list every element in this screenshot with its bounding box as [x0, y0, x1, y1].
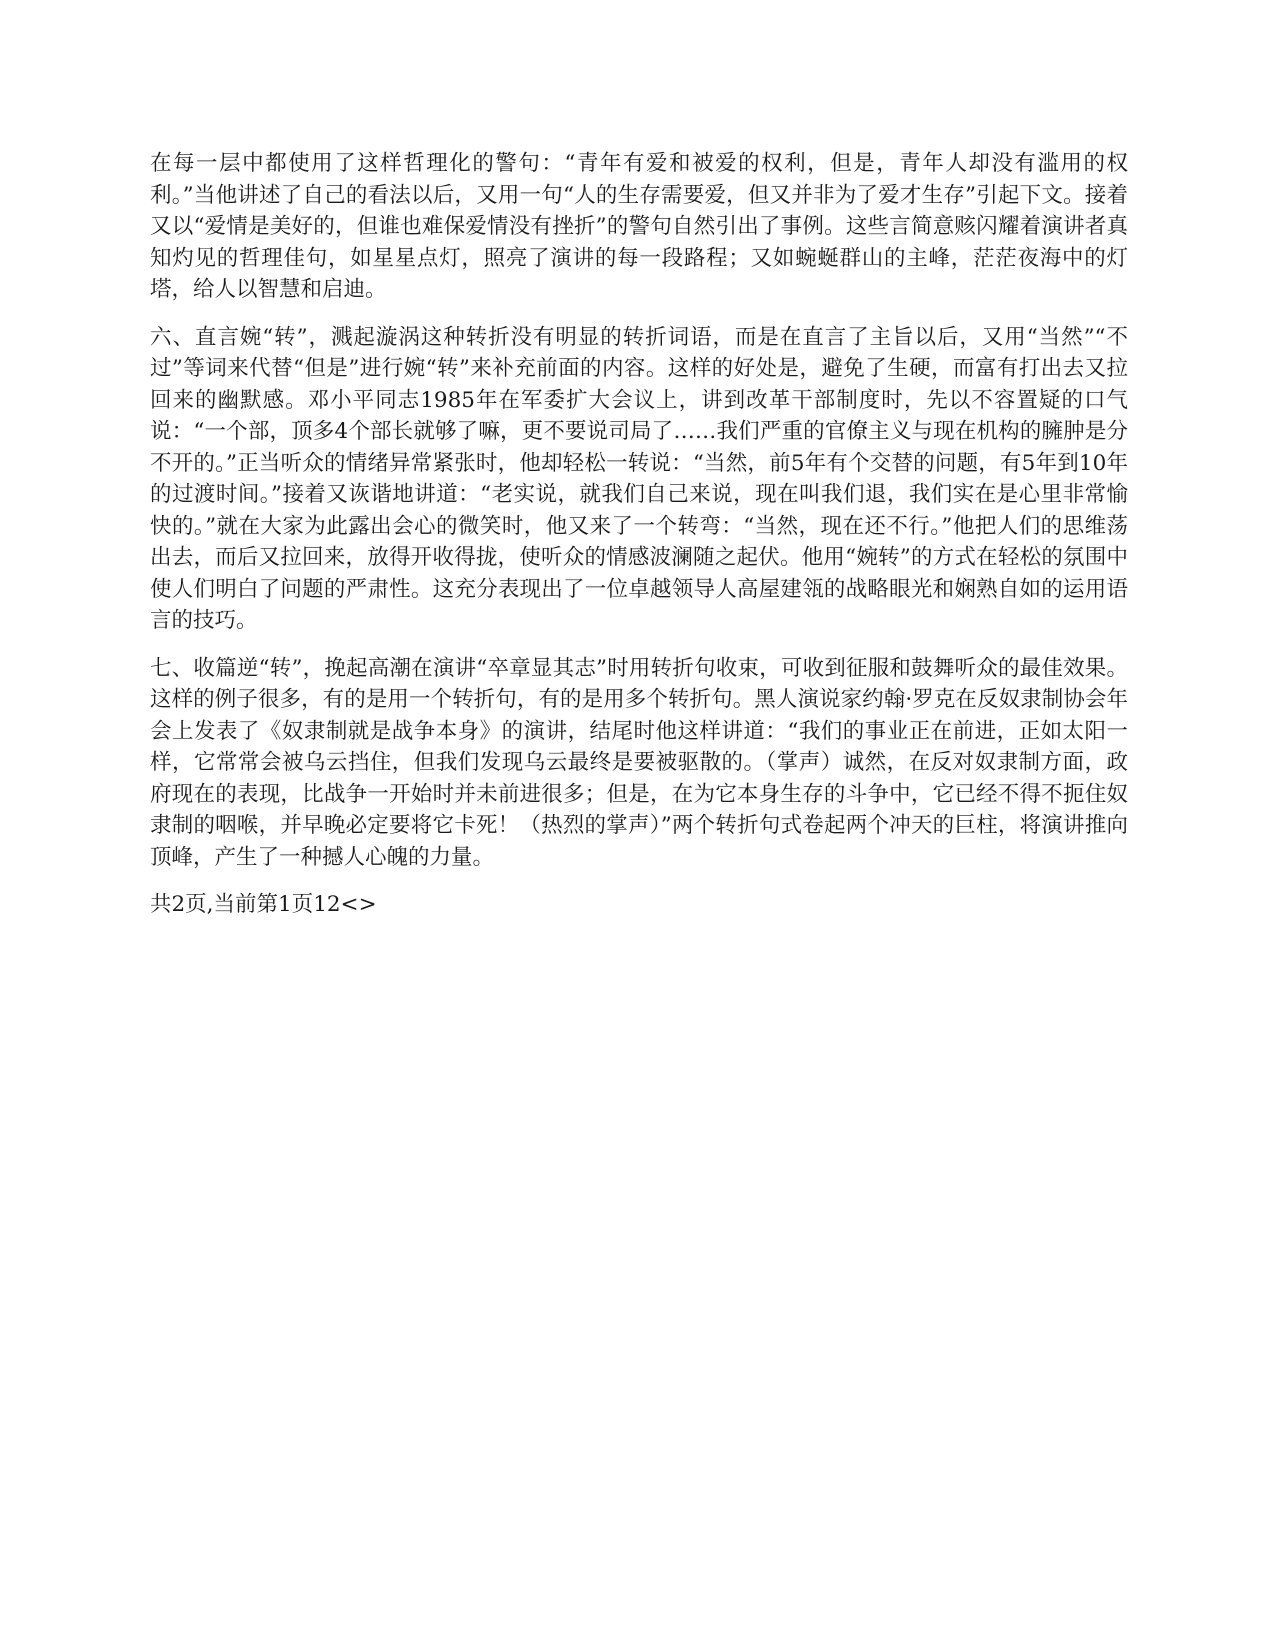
paragraph-aphorism: 在每一层中都使用了这样哲理化的警句：“青年有爱和被爱的权利，但是，青年人却没有滥用的权利。”当他讲述了自己的看法以后，又用一句“人的生存需要爱，但又并非为了爱才生存”引起下文。接着又以“爱情是美好的，但谁也难保爱情没有挫折”的警句自然引出了事例。这些言简意赅闪耀着演讲者真知灼见的哲理佳句，如星星点灯，照亮了演讲的每一段路程；又如蜿蜒群山的主峰，茫茫夜海中的灯塔，给人以智慧和启迪。: [150, 151, 1128, 302]
paragraph-section-seven: 七、收篇逆“转”，挽起高潮在演讲“卒章显其志”时用转折句收束，可收到征服和鼓舞听众的最佳效果。这样的例子很多，有的是用一个转折句，有的是用多个转折句。黑人演说家约翰·罗克在反奴隶制协会年会上发表了《奴隶制就是战争本身》的演讲，结尾时他这样讲道：“我们的事业正在前进，正如太阳一样，它常常会被乌云挡住，但我们发现乌云最终是要被驱散的。（掌声）诚然，在反对奴隶制方面，政府现在的表现，比战争一开始时并未前进很多；但是，在为它本身生存的斗争中，它已经不得不扼住奴隶制的咽喉，并早晚必定要将它卡死！（热烈的掌声）”两个转折句式卷起两个冲天的巨柱，将演讲推向顶峰，产生了一种撼人心魄的力量。: [150, 655, 1128, 870]
document-body: [150, 148, 1128, 921]
paragraph-section-six: 六、直言婉“转”，溅起漩涡这种转折没有明显的转折词语，而是在直言了主旨以后，又用“当然”“不过”等词来代替“但是”进行婉“转”来补充前面的内容。这样的好处是，避免了生硬，而富有打出去又拉回来的幽默感。邓小平同志1985年在军委扩大会议上，讲到改革干部制度时，先以不容置疑的口气说：“一个部，顶多4个部长就够了嘛，更不要说司局了……我们严重的官僚主义与现在机构的臃肿是分不开的。”正当听众的情绪异常紧张时，他却轻松一转说：“当然，前5年有个交替的问题，有5年到10年的过渡时间。”接着又诙谐地讲道：“老实说，就我们自己来说，现在叫我们退，我们实在是心里非常愉快的。”就在大家为此露出会心的微笑时，他又来了一个转弯：“当然，现在还不行。”他把人们的思维荡出去，而后又拉回来，放得开收得拢，使听众的情感波澜随之起伏。他用“婉转”的方式在轻松的氛围中使人们明白了问题的严肃性。这充分表现出了一位卓越领导人高屋建瓴的战略眼光和娴熟自如的运用语言的技巧。: [150, 324, 1128, 633]
pagination[interactable]: 共2页,当前第1页12<>: [150, 892, 377, 917]
